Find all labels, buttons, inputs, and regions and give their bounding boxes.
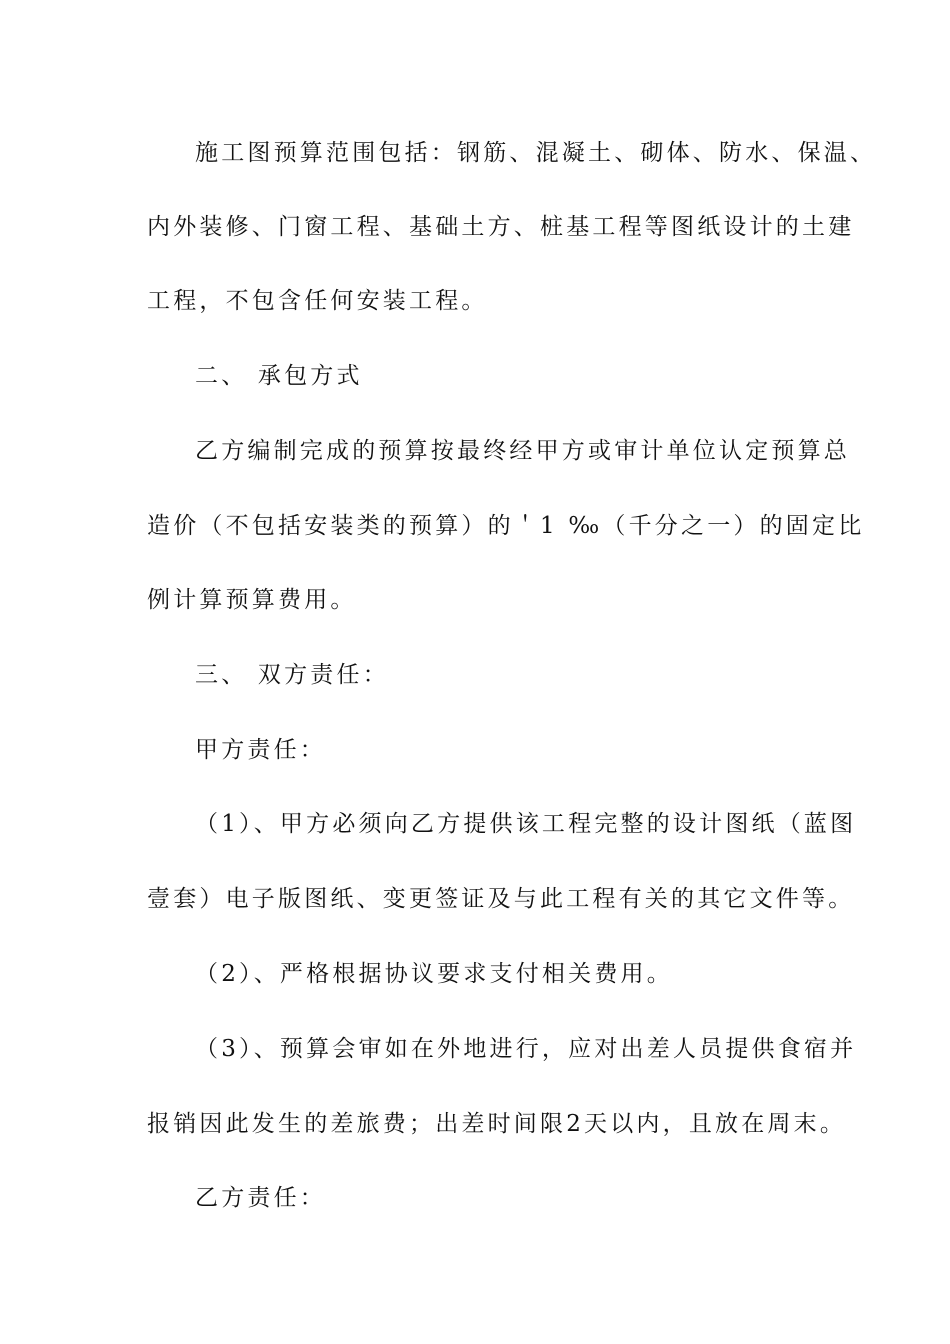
paragraph-fee-line-3: 例计算预算费用。	[147, 587, 357, 613]
subheading-party-b: 乙方责任：	[195, 1185, 326, 1211]
paragraph-scope-line-1: 施工图预算范围包括：钢筋、混凝土、砌体、防水、保温、	[195, 140, 877, 166]
item-3-line-1: （3）、预算会审如在外地进行，应对出差人员提供食宿并	[195, 1036, 857, 1062]
item-1-line-1: （1）、甲方必须向乙方提供该工程完整的设计图纸（蓝图	[195, 811, 857, 837]
paragraph-scope-line-3: 工程，不包含任何安装工程。	[147, 288, 488, 314]
section-heading-responsibilities: 三、 双方责任：	[195, 662, 389, 688]
paragraph-fee-line-1: 乙方编制完成的预算按最终经甲方或审计单位认定预算总	[195, 438, 850, 464]
subheading-party-a: 甲方责任：	[195, 737, 326, 763]
paragraph-scope-line-2: 内外装修、门窗工程、基础土方、桩基工程等图纸设计的土建	[147, 214, 855, 240]
item-3-line-2: 报销因此发生的差旅费；出差时间限2天以内，且放在周末。	[147, 1111, 847, 1137]
section-heading-contract-method: 二、 承包方式	[195, 363, 363, 389]
item-1-line-2: 壹套）电子版图纸、变更签证及与此工程有关的其它文件等。	[147, 886, 855, 912]
paragraph-fee-line-2: 造价（不包括安装类的预算）的＇1 ‰（千分之一）的固定比	[147, 513, 865, 539]
item-2: （2）、严格根据协议要求支付相关费用。	[195, 961, 673, 987]
